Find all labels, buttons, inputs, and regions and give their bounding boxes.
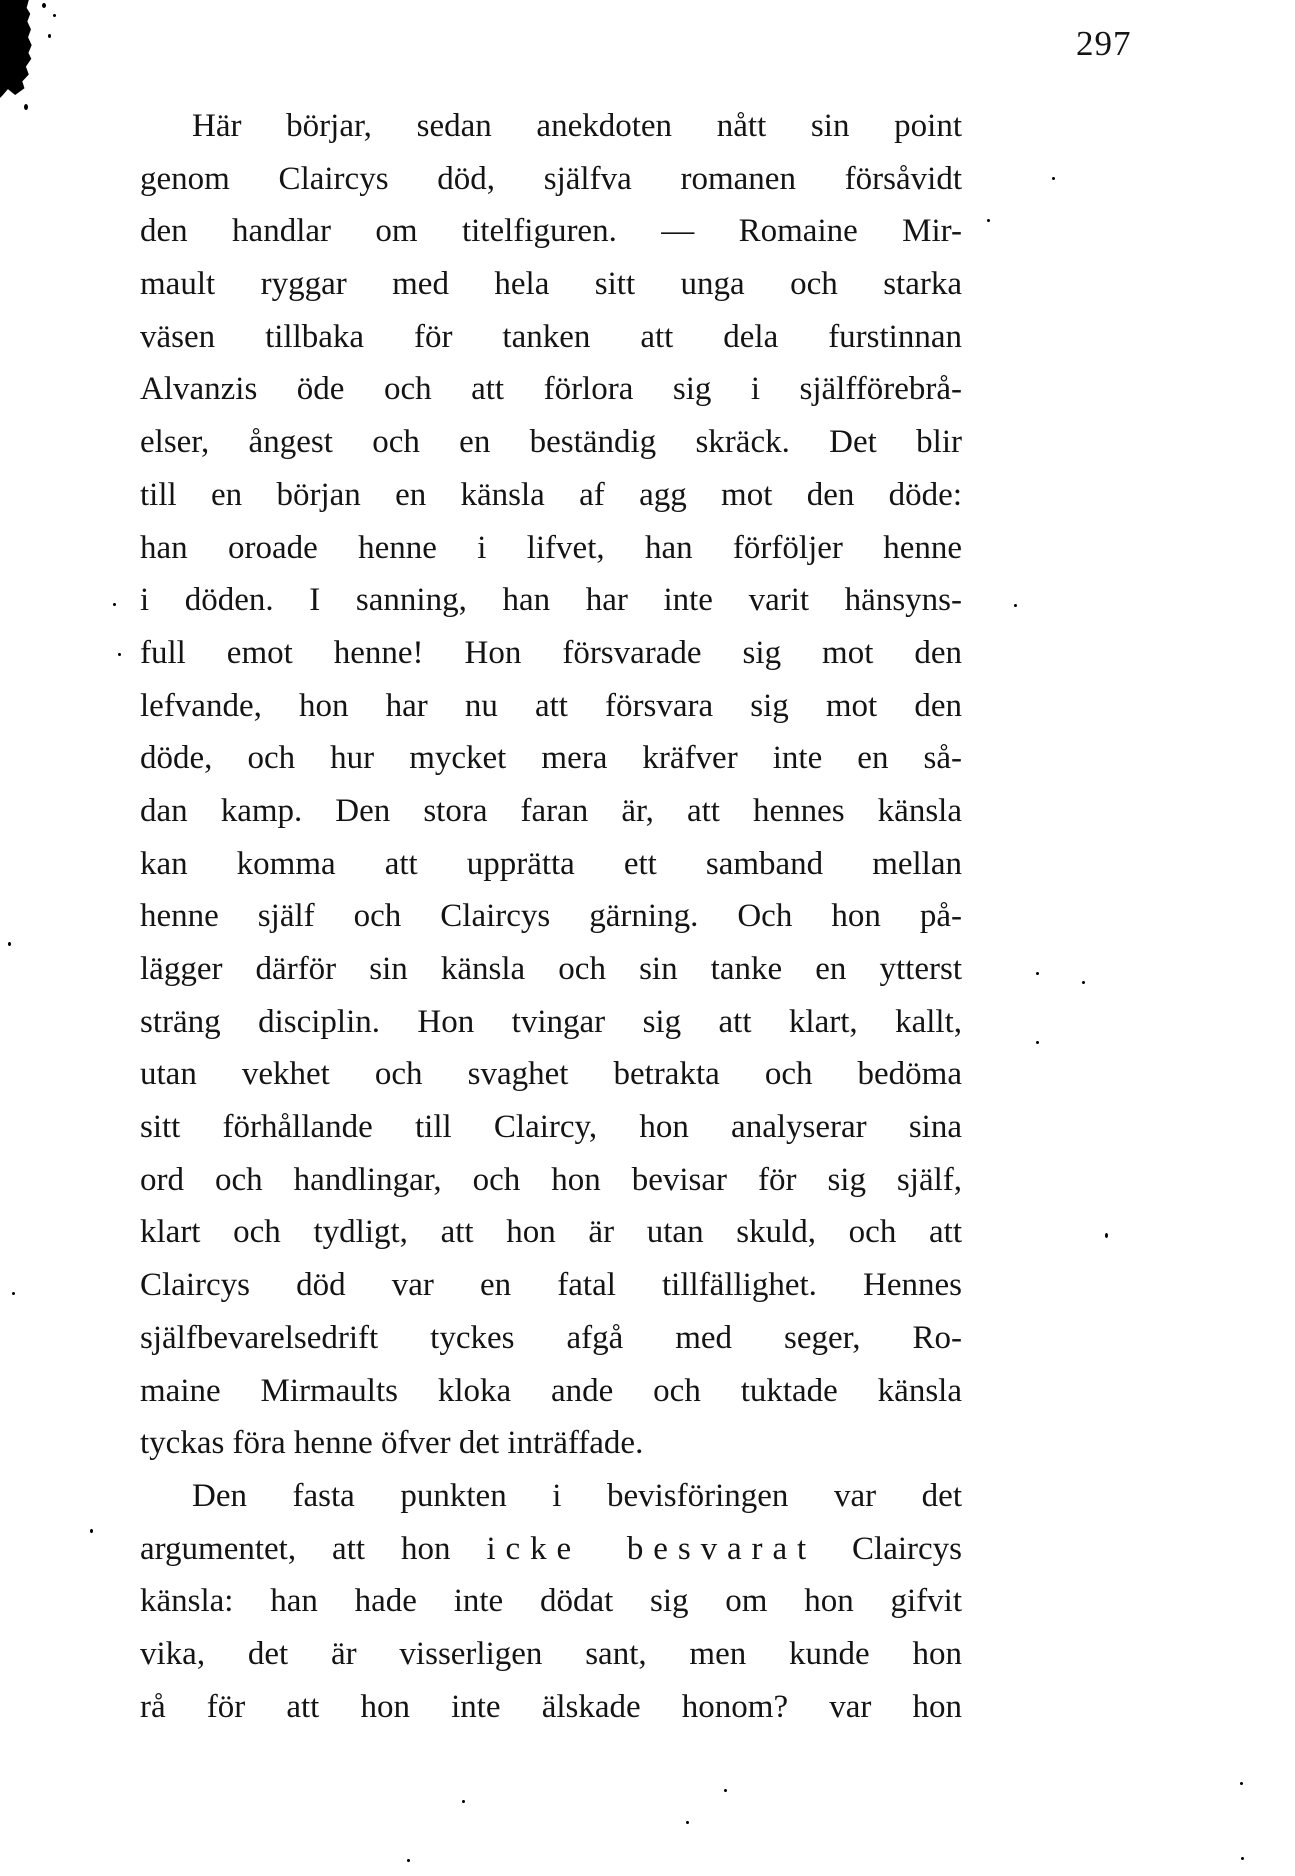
text-segment: argumentet, att hon — [140, 1530, 487, 1567]
scan-speck — [53, 14, 56, 17]
text-line: den handlar om titelfiguren. — Romaine Mir- — [140, 213, 962, 250]
text-line: Här börjar, sedan anekdoten nått sin point — [192, 108, 962, 144]
scan-speck — [1241, 1857, 1244, 1860]
text-line: genom Claircys död, själfva romanen försåvidt — [140, 160, 962, 197]
page-number: 297 — [1076, 24, 1132, 63]
scan-speck — [1036, 972, 1039, 975]
scan-speck — [1036, 1041, 1039, 1044]
text-line: henne själf och Claircys gärning. Och hon på- — [140, 898, 962, 935]
scan-speck — [1082, 981, 1085, 984]
scan-speck — [407, 1859, 410, 1862]
scan-speck — [42, 3, 46, 8]
text-line: Alvanzis öde och att förlora sig i själfförebrå- — [140, 371, 962, 408]
scan-speck — [1105, 1233, 1108, 1238]
scan-speck — [90, 1529, 93, 1533]
text-line: tyckas föra henne öfver det inträffade. — [140, 1425, 644, 1462]
text-line: Den fasta punkten i bevisföringen var det — [192, 1477, 962, 1514]
scan-speck — [48, 34, 51, 38]
text-line — [140, 1523, 962, 1576]
text-line: mault ryggar med hela sitt unga och starka — [140, 266, 962, 303]
text-line: lägger därför sin känsla och sin tanke en ytterst — [140, 951, 962, 987]
text-line: i döden. I sanning, han har inte varit hänsyns- — [140, 582, 962, 619]
scan-speck — [1014, 604, 1017, 607]
text-line: sitt förhållande till Claircy, hon analyserar sina — [140, 1109, 962, 1146]
text-line: ord och handlingar, och hon bevisar för sig själf, — [140, 1161, 962, 1198]
text-line: känsla: han hade inte dödat sig om hon gifvit — [140, 1583, 962, 1620]
text-line: sträng disciplin. Hon tvingar sig att klart, kallt, — [140, 1003, 962, 1040]
text-line: elser, ångest och en beständig skräck. Det blir — [140, 424, 962, 461]
scan-speck — [686, 1821, 689, 1824]
text-line: full emot henne! Hon försvarade sig mot den — [140, 634, 962, 671]
text-segment: Claircys — [816, 1530, 963, 1567]
text-line: Claircys död var en fatal tillfällighet. Hennes — [140, 1267, 962, 1304]
scan-speck — [1052, 177, 1055, 180]
text-line: utan vekhet och svaghet betrakta och bedöma — [140, 1056, 962, 1093]
scan-speck — [724, 1789, 727, 1792]
letterspaced-text: icke besvarat — [486, 1530, 817, 1567]
text-line: maine Mirmaults kloka ande och tuktade känsla — [140, 1372, 962, 1409]
scan-speck — [118, 653, 121, 656]
page-text — [140, 100, 962, 1733]
scan-speck — [1240, 1782, 1243, 1785]
scan-speck — [462, 1800, 465, 1803]
text-line: vika, det är visserligen sant, men kunde hon — [140, 1635, 962, 1672]
text-line: döde, och hur mycket mera kräfver inte en så- — [140, 740, 962, 777]
ink-blob-artifact — [0, 0, 36, 98]
scan-speck — [24, 104, 28, 110]
text-line: rå för att hon inte älskade honom? var hon — [140, 1688, 962, 1725]
scan-speck — [113, 603, 116, 606]
text-line: dan kamp. Den stora faran är, att hennes känsla — [140, 792, 962, 829]
text-line: lefvande, hon har nu att försvara sig mot den — [140, 687, 962, 724]
text-line: väsen tillbaka för tanken att dela furstinnan — [140, 318, 962, 355]
scan-speck — [8, 942, 11, 946]
text-line: kan komma att upprätta ett samband mellan — [140, 845, 962, 882]
text-line: själfbevarelsedrift tyckes afgå med seger, Ro- — [140, 1319, 962, 1356]
scan-speck — [987, 219, 990, 222]
text-line: klart och tydligt, att hon är utan skuld, och att — [140, 1214, 962, 1251]
text-line: han oroade henne i lifvet, han förföljer henne — [140, 529, 962, 566]
scan-speck — [12, 1292, 15, 1295]
text-line: till en början en känsla af agg mot den döde: — [140, 476, 962, 513]
